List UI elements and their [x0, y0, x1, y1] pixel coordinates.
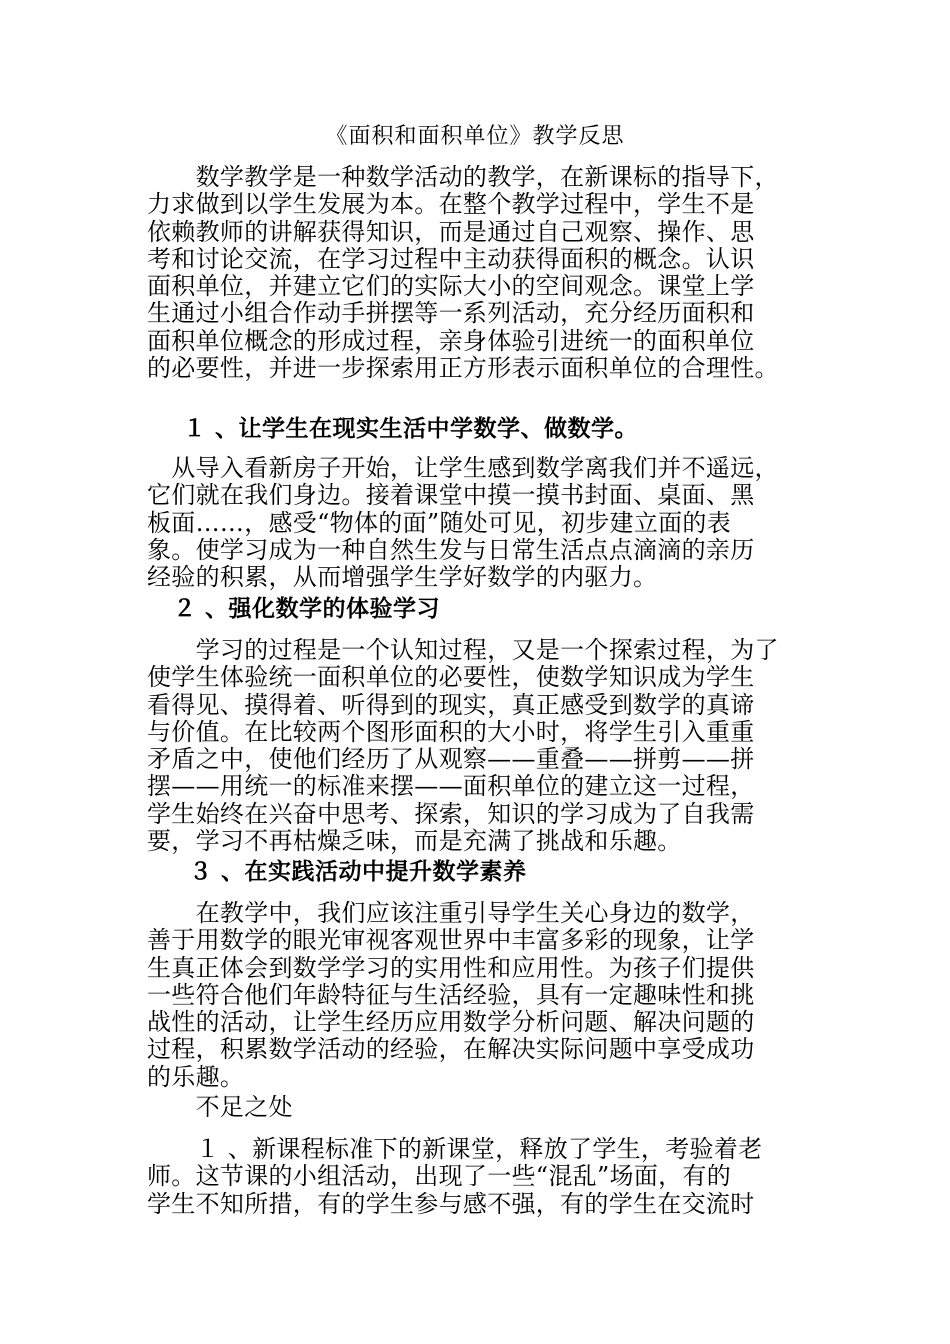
section-1-paragraph: 从导入看新房子开始，让学生感到数学离我们并不遥远， 它们就在我们身边。接着课堂中摸一摸书封面、桌面、黑 板面……，感受“物体的面”随处可见，初步建立面的表 象。使学习成为一种自然生发与日常生活点点滴滴的亲历 经验的积累，从而增强学生学好数学的内驱力。 [147, 454, 779, 592]
section-1-heading: １ 、让学生在现实生活中学数学、做数学。 [183, 416, 639, 442]
section-3-heading: ３ 、在实践活动中提升数学素养 [189, 859, 527, 885]
section-3-paragraph: 在教学中，我们应该注重引导学生关心身边的数学， 善于用数学的眼光审视客观世界中丰富多彩的现象，让学 生真正体会到数学学习的实用性和应用性。为孩子们提供 一些符合他们年龄特征与生活经验，具有一定趣味性和挑 战性的活动，让学生经历应用数学分析问题、解决问题的 过程，积累数学活动的经验，在解决实际问题中享受成功 的乐趣。 [147, 899, 755, 1091]
section-2-heading: ２ 、强化数学的体验学习 [173, 596, 441, 622]
document-title: 《面积和面积单位》教学反思 [325, 124, 625, 149]
section-2-paragraph: 学习的过程是一个认知过程，又是一个探索过程，为了 使学生体验统一面积单位的必要性，使数学知识成为学生 看得见、摸得着、听得到的现实，真正感受到数学的真谛 与价值。在比较两个图形面积的大小时，将学生引入重重 矛盾之中，使他们经历了从观察——重叠——拼剪——拼 摆——用统一的标准来摆——面积单位的建立这一过程， 学生始终在兴奋中思考、探索，知识的学习成为了自我需 要，学习不再枯燥乏味，而是充满了挑战和乐趣。 [147, 636, 779, 856]
shortcomings-paragraph: １ 、新课程标准下的新课堂，释放了学生，考验着老 师。这节课的小组活动，出现了一些“混乱”场面，有的 学生不知所措，有的学生参与感不强，有的学生在交流时 [147, 1135, 763, 1218]
intro-paragraph: 数学教学是一种数学活动的教学，在新课标的指导下， 力求做到以学生发展为本。在整个教学过程中，学生不是 依赖教师的讲解获得知识，而是通过自己观察、操作、思 考和讨论交流，在学习过程中主动获得面积的概念。认识 面积单位，并建立它们的实际大小的空间观念。课堂上学 生通过小组合作动手拼摆等一系列活动，充分经历面积和 面积单位概念的形成过程，亲身体验引进统一的面积单位 的必要性，并进一步探索用正方形表示面积单位的合理性。 [147, 163, 779, 383]
shortcomings-heading: 不足之处 [147, 1093, 293, 1121]
